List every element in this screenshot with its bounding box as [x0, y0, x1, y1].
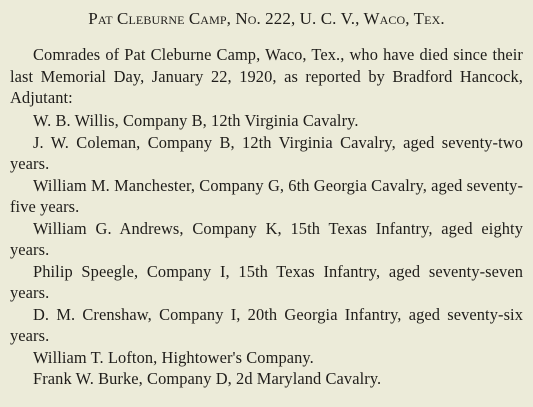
- list-item: Frank W. Burke, Company D, 2d Maryland Cavalry.: [33, 369, 382, 388]
- list-item: W. B. Willis, Company B, 12th Virginia Cavalry.: [33, 111, 359, 130]
- intro-paragraph: Comrades of Pat Cleburne Camp, Waco, Tex., who have died since their last Memorial Day, January 22, 1920, as reported by Bradford Hancock, Adjutant:: [10, 45, 523, 107]
- list-item: William M. Manchester, Company G, 6th Georgia Cavalry, aged seventy-five years.: [10, 175, 523, 216]
- deceased-members-list: [10, 110, 523, 390]
- list-item: J. W. Coleman, Company B, 12th Virginia Cavalry, aged seventy-two years.: [10, 132, 523, 173]
- list-item: D. M. Crenshaw, Company I, 20th Georgia Infantry, aged seventy-six years.: [10, 304, 523, 345]
- list-item: William T. Lofton, Hightower's Company.: [33, 347, 314, 367]
- list-item: William G. Andrews, Company K, 15th Texas Infantry, aged eighty years.: [10, 218, 523, 259]
- section-heading: Pat Cleburne Camp, No. 222, U. C. V., Waco, Tex.: [88, 9, 445, 28]
- list-item: Philip Speegle, Company I, 15th Texas Infantry, aged seventy-seven years.: [10, 261, 523, 302]
